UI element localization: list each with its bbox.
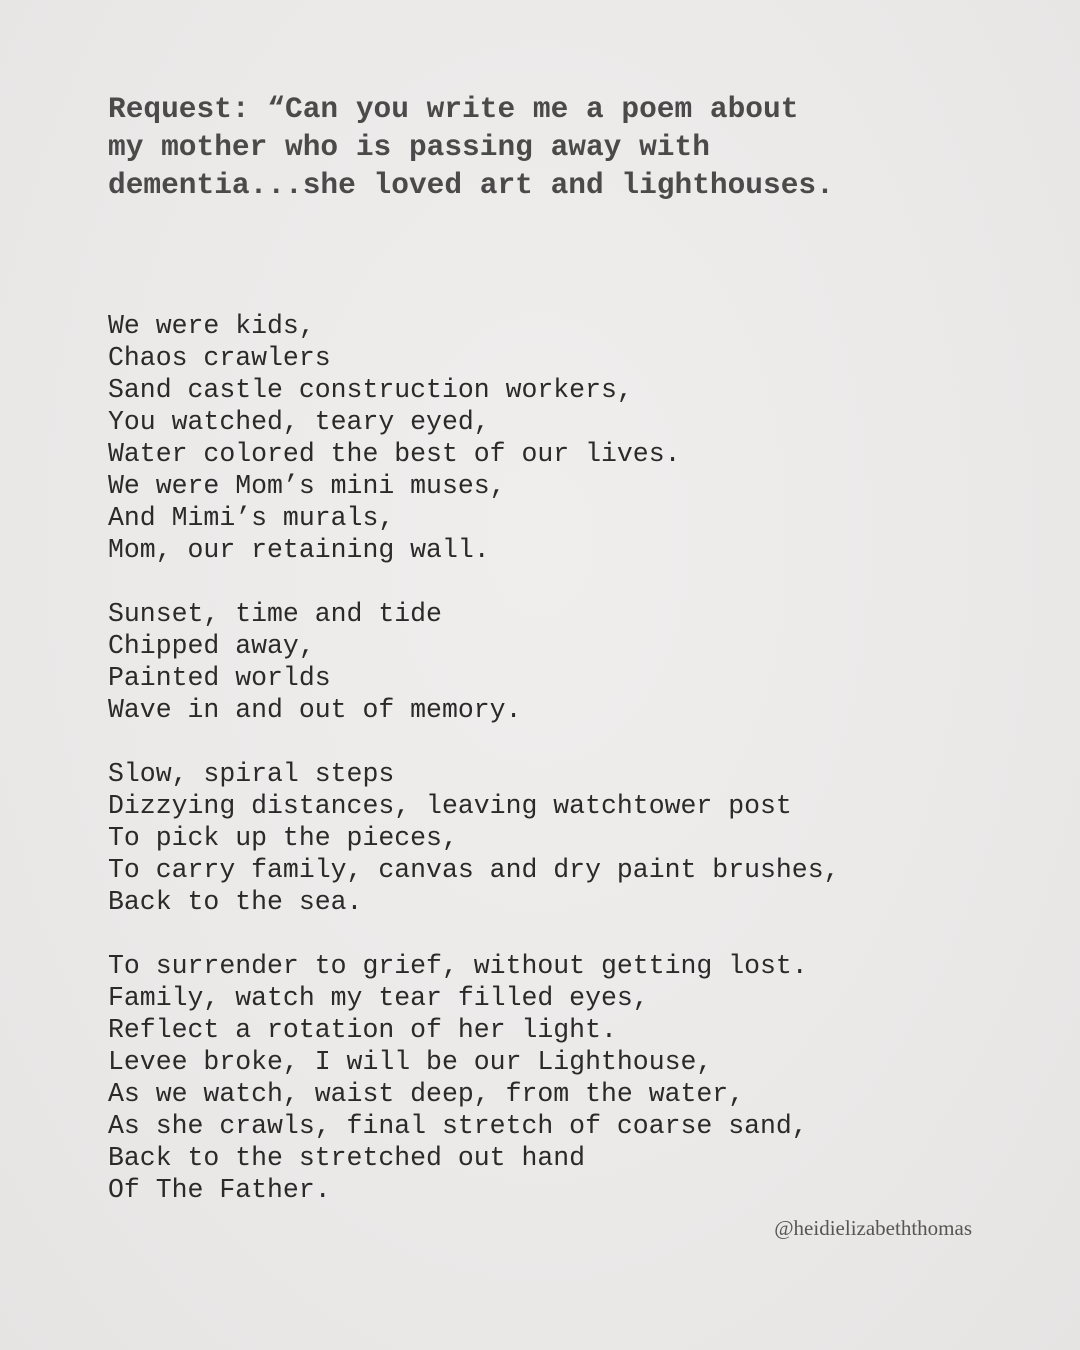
poem-line: As she crawls, final stretch of coarse sand, xyxy=(108,1111,808,1141)
poem-line: Painted worlds xyxy=(108,663,331,693)
poem-line: Mom, our retaining wall. xyxy=(108,535,490,565)
poem-line: To pick up the pieces, xyxy=(108,823,458,853)
poem-stanza xyxy=(108,598,1008,726)
poem-line: As we watch, waist deep, from the water, xyxy=(108,1079,745,1109)
poem xyxy=(108,310,1008,1238)
poem-stanza xyxy=(108,310,1008,566)
request-heading: Request: “Can you write me a poem about my mother who is passing away with dementia...she loved art and lighthouses. xyxy=(108,92,834,202)
poem-line: Levee broke, I will be our Lighthouse, xyxy=(108,1047,713,1077)
poem-line: Sunset, time and tide xyxy=(108,599,442,629)
poem-line: Water colored the best of our lives. xyxy=(108,439,681,469)
poem-stanza xyxy=(108,950,1008,1206)
poem-stanza xyxy=(108,758,1008,918)
poem-line: To carry family, canvas and dry paint brushes, xyxy=(108,855,840,885)
poem-line: We were kids, xyxy=(108,311,315,341)
poem-line: Sand castle construction workers, xyxy=(108,375,633,405)
poem-line: Slow, spiral steps xyxy=(108,759,395,789)
poem-line: Back to the sea. xyxy=(108,887,363,917)
poem-line: You watched, teary eyed, xyxy=(108,407,490,437)
poem-line: Family, watch my tear filled eyes, xyxy=(108,983,649,1013)
poem-line: Dizzying distances, leaving watchtower post xyxy=(108,791,792,821)
poem-line: Chaos crawlers xyxy=(108,343,331,373)
poem-line: Chipped away, xyxy=(108,631,315,661)
poem-line: And Mimi’s murals, xyxy=(108,503,395,533)
poem-line: Wave in and out of memory. xyxy=(108,695,522,725)
poem-line: To surrender to grief, without getting lost. xyxy=(108,951,808,981)
poem-line: Of The Father. xyxy=(108,1175,331,1205)
author-handle: @heidielizabeththomas xyxy=(774,1216,972,1240)
poem-line: Reflect a rotation of her light. xyxy=(108,1015,617,1045)
poem-line: Back to the stretched out hand xyxy=(108,1143,586,1173)
poem-line: We were Mom’s mini muses, xyxy=(108,471,506,501)
